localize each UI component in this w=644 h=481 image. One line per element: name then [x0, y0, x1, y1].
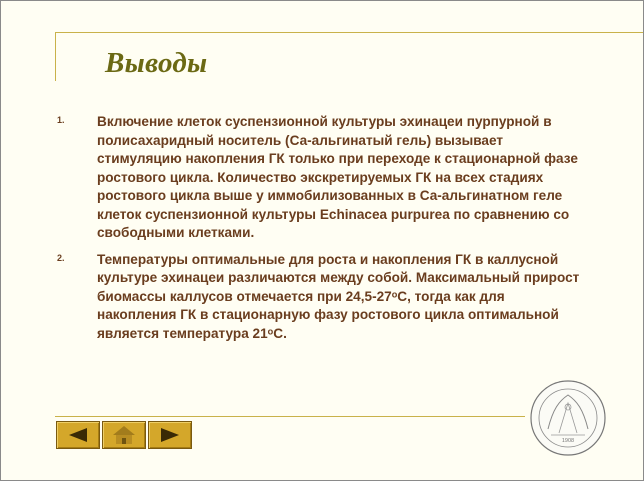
arrow-left-icon	[65, 426, 91, 444]
university-seal-icon	[529, 379, 607, 457]
home-button[interactable]	[102, 421, 146, 449]
top-rule-horizontal	[55, 32, 643, 33]
list-item-text: Температуры оптимальные для роста и накопления ГК в каллусной культуре эхинацеи различаются между собой. Максимальный прирост биомассы каллусов отмечается при 24,5-27ᵒС, тогда как для накопления ГК в стационарную фазу ростового цикла оптимальной является температура 21ᵒС.	[97, 251, 580, 341]
home-icon	[111, 425, 137, 445]
bottom-rule	[55, 416, 525, 417]
list-item	[55, 251, 585, 344]
previous-slide-button[interactable]	[56, 421, 100, 449]
arrow-right-icon	[157, 426, 183, 444]
list-item-number: 2.	[57, 252, 65, 263]
navigation-bar	[56, 421, 192, 449]
list-item	[55, 113, 585, 243]
slide-title: Выводы	[105, 47, 208, 79]
conclusions-list	[55, 113, 585, 351]
list-item-number: 1.	[57, 115, 65, 125]
next-slide-button[interactable]	[148, 421, 192, 449]
list-item-text: Включение клеток суспензионной культуры эхинацеи пурпурной в полисахаридный носитель (Са-альгинатый гель) вызывает стимуляцию накопления ГК только при переходе к стационарной фазе ростового цикла. Количество экскретируемых ГК на всех стадиях ростового цикла выше у иммобилизованных в Са-альгинатном геле клеток суспензионной культуры Echinacea purpurea по сравнению со свободными клетками.	[97, 114, 578, 240]
top-rule-vertical	[55, 32, 56, 81]
seal-year: 1908	[561, 438, 575, 444]
